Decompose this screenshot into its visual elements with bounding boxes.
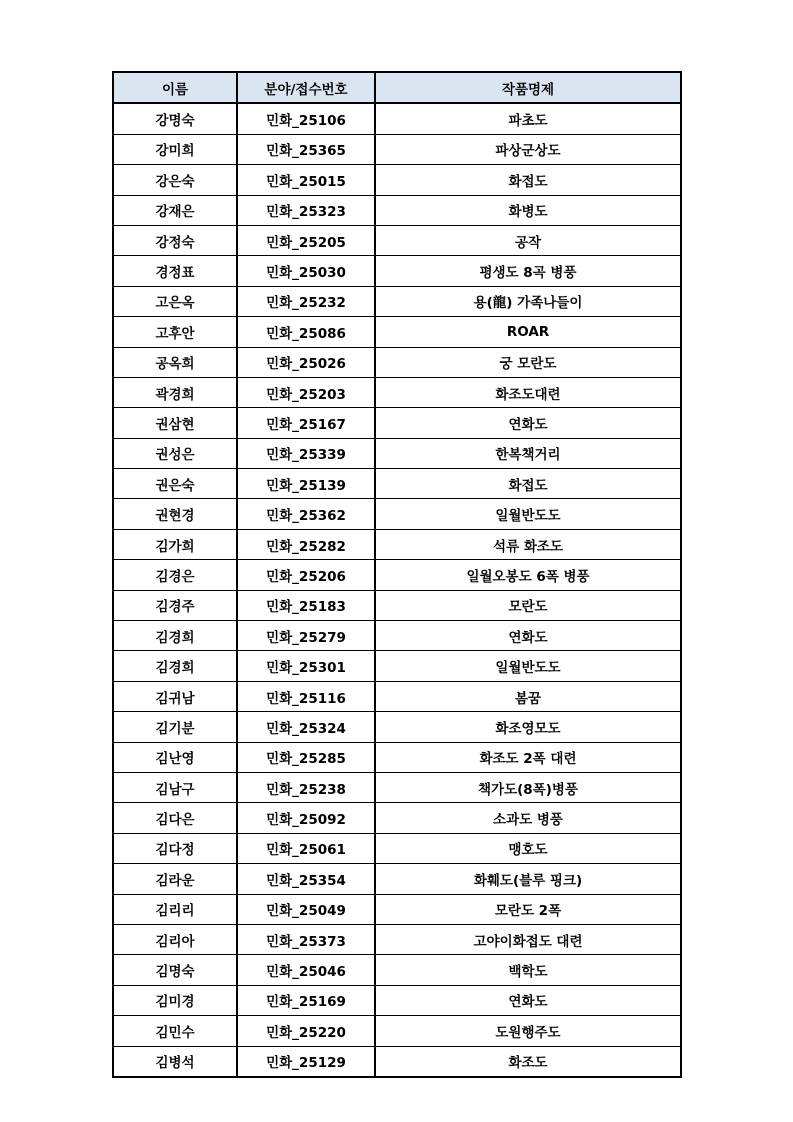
cell-name: 곽경희 (113, 377, 237, 407)
cell-artwork-title: 화조영모도 (375, 712, 681, 742)
table-row (113, 529, 681, 559)
cell-category-number: 민화_25238 (237, 772, 375, 802)
cell-name: 김리아 (113, 924, 237, 954)
cell-category-number: 민화_25324 (237, 712, 375, 742)
table-row (113, 864, 681, 894)
cell-category-number: 민화_25354 (237, 864, 375, 894)
cell-name: 김남구 (113, 772, 237, 802)
cell-artwork-title: 석류 화조도 (375, 529, 681, 559)
table-row (113, 590, 681, 620)
cell-name: 김리리 (113, 894, 237, 924)
cell-category-number: 민화_25030 (237, 256, 375, 286)
cell-name: 김라운 (113, 864, 237, 894)
cell-name: 김경희 (113, 621, 237, 651)
cell-artwork-title: 도원행주도 (375, 1016, 681, 1046)
header-artwork-title: 작품명제 (375, 72, 681, 103)
cell-artwork-title: 궁 모란도 (375, 347, 681, 377)
cell-name: 권삼현 (113, 408, 237, 438)
cell-artwork-title: ROAR (375, 317, 681, 347)
cell-artwork-title: 화조도 (375, 1046, 681, 1077)
cell-name: 권은숙 (113, 469, 237, 499)
cell-artwork-title: 화접도 (375, 469, 681, 499)
table-row (113, 438, 681, 468)
cell-artwork-title: 용(龍) 가족나들이 (375, 286, 681, 316)
cell-category-number: 민화_25092 (237, 803, 375, 833)
table-row (113, 134, 681, 164)
cell-artwork-title: 파상군상도 (375, 134, 681, 164)
cell-category-number: 민화_25282 (237, 529, 375, 559)
cell-artwork-title: 봄꿈 (375, 681, 681, 711)
table-row (113, 833, 681, 863)
cell-name: 고후안 (113, 317, 237, 347)
cell-artwork-title: 일월반도도 (375, 651, 681, 681)
cell-category-number: 민화_25167 (237, 408, 375, 438)
cell-name: 권성은 (113, 438, 237, 468)
cell-artwork-title: 화조도대련 (375, 377, 681, 407)
cell-name: 김명숙 (113, 955, 237, 985)
cell-artwork-title: 일월반도도 (375, 499, 681, 529)
cell-name: 김귀남 (113, 681, 237, 711)
table-row (113, 317, 681, 347)
cell-artwork-title: 고야이화접도 대련 (375, 924, 681, 954)
cell-name: 김다정 (113, 833, 237, 863)
table-row (113, 681, 681, 711)
cell-name: 경정표 (113, 256, 237, 286)
cell-name: 강미희 (113, 134, 237, 164)
cell-name: 강명숙 (113, 103, 237, 134)
cell-category-number: 민화_25106 (237, 103, 375, 134)
table-row (113, 742, 681, 772)
cell-artwork-title: 일월오봉도 6폭 병풍 (375, 560, 681, 590)
cell-category-number: 민화_25279 (237, 621, 375, 651)
table-row (113, 256, 681, 286)
table-row (113, 347, 681, 377)
cell-category-number: 민화_25301 (237, 651, 375, 681)
entries-table (112, 71, 682, 1078)
cell-category-number: 민화_25220 (237, 1016, 375, 1046)
cell-category-number: 민화_25373 (237, 924, 375, 954)
cell-category-number: 민화_25365 (237, 134, 375, 164)
cell-artwork-title: 공작 (375, 225, 681, 255)
table-row (113, 499, 681, 529)
cell-category-number: 민화_25026 (237, 347, 375, 377)
cell-name: 강재은 (113, 195, 237, 225)
cell-artwork-title: 맹호도 (375, 833, 681, 863)
table-row (113, 772, 681, 802)
cell-category-number: 민화_25285 (237, 742, 375, 772)
cell-name: 김가희 (113, 529, 237, 559)
cell-category-number: 민화_25169 (237, 985, 375, 1015)
cell-artwork-title: 화병도 (375, 195, 681, 225)
table-row (113, 803, 681, 833)
table-row (113, 469, 681, 499)
cell-name: 김난영 (113, 742, 237, 772)
cell-artwork-title: 연화도 (375, 408, 681, 438)
table-row (113, 560, 681, 590)
cell-name: 강은숙 (113, 165, 237, 195)
cell-artwork-title: 모란도 2폭 (375, 894, 681, 924)
cell-name: 고은옥 (113, 286, 237, 316)
cell-category-number: 민화_25086 (237, 317, 375, 347)
cell-artwork-title: 소과도 병풍 (375, 803, 681, 833)
table-row (113, 955, 681, 985)
table-row (113, 286, 681, 316)
cell-artwork-title: 화훼도(블루 핑크) (375, 864, 681, 894)
cell-artwork-title: 파초도 (375, 103, 681, 134)
cell-category-number: 민화_25362 (237, 499, 375, 529)
cell-artwork-title: 연화도 (375, 985, 681, 1015)
cell-artwork-title: 화접도 (375, 165, 681, 195)
cell-name: 김병석 (113, 1046, 237, 1077)
cell-category-number: 민화_25049 (237, 894, 375, 924)
cell-name: 권현경 (113, 499, 237, 529)
cell-name: 김민수 (113, 1016, 237, 1046)
table-row (113, 225, 681, 255)
cell-category-number: 민화_25203 (237, 377, 375, 407)
cell-category-number: 민화_25339 (237, 438, 375, 468)
cell-category-number: 민화_25061 (237, 833, 375, 863)
cell-category-number: 민화_25183 (237, 590, 375, 620)
cell-name: 김경희 (113, 651, 237, 681)
table-row (113, 377, 681, 407)
cell-name: 김경주 (113, 590, 237, 620)
table-row (113, 195, 681, 225)
table-row (113, 712, 681, 742)
header-row (113, 72, 681, 103)
cell-name: 김다은 (113, 803, 237, 833)
cell-artwork-title: 평생도 8곡 병풍 (375, 256, 681, 286)
table-row (113, 165, 681, 195)
table-row (113, 1016, 681, 1046)
cell-artwork-title: 한복책거리 (375, 438, 681, 468)
cell-category-number: 민화_25129 (237, 1046, 375, 1077)
cell-name: 김경은 (113, 560, 237, 590)
header-name: 이름 (113, 72, 237, 103)
cell-artwork-title: 모란도 (375, 590, 681, 620)
cell-name: 김기분 (113, 712, 237, 742)
cell-category-number: 민화_25323 (237, 195, 375, 225)
cell-name: 강정숙 (113, 225, 237, 255)
cell-artwork-title: 연화도 (375, 621, 681, 651)
table-row (113, 621, 681, 651)
header-category-number: 분야/접수번호 (237, 72, 375, 103)
cell-category-number: 민화_25205 (237, 225, 375, 255)
table-row (113, 1046, 681, 1077)
cell-category-number: 민화_25015 (237, 165, 375, 195)
cell-artwork-title: 백학도 (375, 955, 681, 985)
cell-category-number: 민화_25046 (237, 955, 375, 985)
cell-name: 김미경 (113, 985, 237, 1015)
table-row (113, 408, 681, 438)
table-row (113, 924, 681, 954)
cell-artwork-title: 책가도(8폭)병풍 (375, 772, 681, 802)
cell-artwork-title: 화조도 2폭 대련 (375, 742, 681, 772)
cell-category-number: 민화_25232 (237, 286, 375, 316)
cell-category-number: 민화_25116 (237, 681, 375, 711)
cell-category-number: 민화_25139 (237, 469, 375, 499)
cell-name: 공옥희 (113, 347, 237, 377)
table-row (113, 985, 681, 1015)
table-row (113, 651, 681, 681)
table-row (113, 103, 681, 134)
cell-category-number: 민화_25206 (237, 560, 375, 590)
table-row (113, 894, 681, 924)
